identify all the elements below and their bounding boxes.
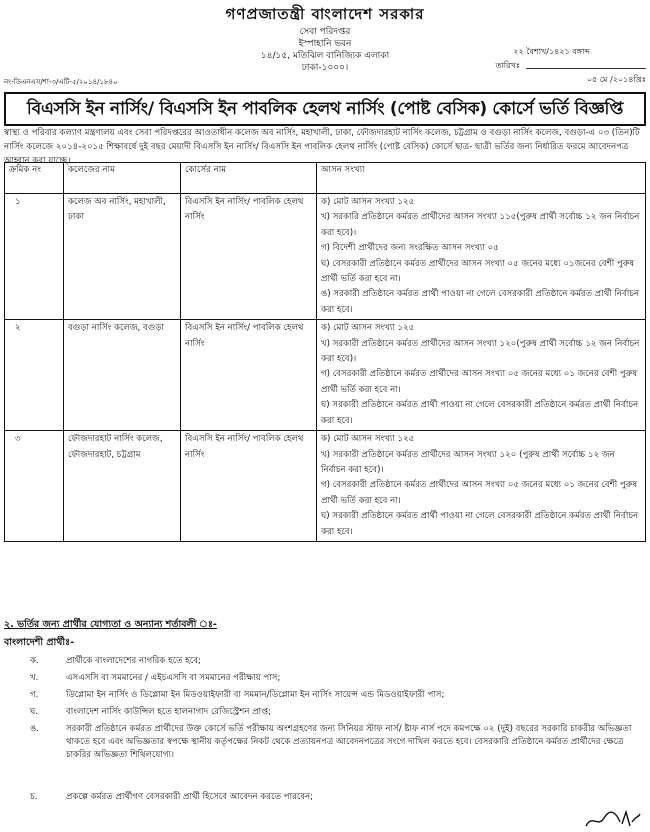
col-course: কোর্সের নাম: [181, 163, 317, 194]
table-row: [5, 320, 646, 431]
row-course: বিএসসি ইন নার্সিং/ পাবলিক হেলথ নার্সিং: [181, 431, 317, 542]
row-course: বিএসসি ইন নার্সিং/ পাবলিক হেলথ নার্সিং: [181, 320, 317, 431]
requirement-text: প্রকল্পে কর্মরত প্রার্থীগণ বেসরকারী প্রার্থী হিসেবে আবেদন করতে পারবেন;: [66, 792, 314, 802]
seat-item: ঙ) সরকারী প্রতিষ্ঠানে কর্মরত প্রার্থী পাওয়া না গেলে বেসরকারী প্রতিষ্ঠানে কর্মরত প্রার্থী নির্বাচন করা হবে।: [321, 289, 640, 315]
requirement-text: এসএসসি বা সমমানের / এইচএসসি বা সমমানের পরীক্ষায় পাস;: [66, 673, 281, 683]
seat-item: ঘ) সরকারী প্রতিষ্ঠানে কর্মরত প্রার্থী পাওয়া না গেলে বেসরকারী প্রতিষ্ঠানে কর্মরত প্রার্থী নির্বাচন করা হবে।: [321, 400, 639, 426]
seat-item: খ) সরকারী প্রতিষ্ঠানে কর্মরত প্রার্থীদের আসন সংখ্যা ১২০(পুরুষ প্রার্থী সর্বোচ্চ ১২ জন নির্বাচন করা হবে)।: [321, 338, 640, 365]
date-divider: [526, 68, 646, 69]
col-serial: ক্রমিক নং: [5, 163, 64, 194]
seat-item: গ) বেসরকারী প্রতিষ্ঠানে কর্মরত প্রার্থীদের আসন সংখ্যা ০৫ জনের মধ্যে ০১ জনের বেশী পুরুষ প্রার্থী ভর্তি করা হবে না।: [321, 480, 638, 506]
seat-item: খ) সরকারী প্রতিষ্ঠানে কর্মরত প্রার্থীদের আসন সংখ্যা ১২০ (পুরুষ প্রার্থী সর্বোচ্চ ১২ জন নির্বাচন করা হবে)।: [321, 449, 615, 475]
notice-intro: স্বাস্থ্য ও পরিবার কল্যাণ মন্ত্রণালয় এবং সেবা পরিদপ্তরের আওতাধীন কলেজ অব নার্সিং, মহাখালী, ঢাকা, ফৌজদারহাট নার্সিং কলেজ, চট্টগ্রাম ও বগুড়া নার্সিং কলেজ, বগুড়া-এ ০৩ (তিন)টি নার্সিং কলেজে ২০১৪-২০১৫ শিক্ষাবর্ষে দুই বছর মেয়াদী বিএসসি ইন নার্সিং/ বিএসসি ইন পাবলিক হেলথ নার্সিং (পোষ্ট বেসিক) কোর্সে ছাত্র- ছাত্রী ভর্তির জন্য নির্ধারিত ফরমে আবেদনপত্র আহ্বান করা যাচ্ছে।: [4, 128, 640, 166]
col-seats: আসন সংখ্যা: [317, 163, 646, 194]
building-name: ইস্পাহানি ভবন: [298, 39, 352, 49]
col-college: কলেজের নাম: [64, 163, 181, 194]
signature-mark: [582, 808, 642, 830]
requirement-text: ডিপ্লোমা ইন নার্সিং ও ডিপ্লোমা ইন মিডওয়াইফারী বা সমমান/ডিপ্লোমা ইন নার্সিং সায়েন্স এন্ড মিডওয়াইফারী পাস;: [66, 690, 445, 700]
date-label: তারিখঃ: [495, 61, 520, 70]
row-college: বগুড়া নার্সিং কলেজ, বগুড়া: [64, 320, 181, 431]
requirement-text: সরকারী প্রতিষ্ঠানে কর্মরত প্রার্থীদের উক্ত কোর্সে ভর্তি পরীক্ষায় অংশগ্রহণের জন্য সিনিয়র স্টাফ নার্স/ ষ্টাফ নার্স পদে কমপক্ষে ০২ (দুই) বছরের সরকারি চাকরীর অভিজ্ঞতা থাকতে হবে এবং অভিজ্ঞতার স্বপক্ষে স্থানীয় কর্তৃপক্ষের নিকট থেকে প্রত্যায়নপত্র আবেদনপত্রের সংগে দাখিল করতে হবে। বেসরকারি প্রতিষ্ঠানে কর্মরত প্রার্থীদের ক্ষেত্রে চাকরির অভিজ্ঞতা শিথিলযোগ্য।: [66, 724, 632, 760]
row-college: ফৌজদারহাট নার্সিং কলেজ, ফৌজদারহাট, চট্টগ্রাম: [64, 431, 181, 542]
row-seats: [317, 431, 646, 542]
office-address: ১৪/১৫, মতিঝিল বানিজ্যিক এলাকা: [260, 51, 390, 61]
bangladeshi-candidates-label: বাংলাদেশী প্রার্থীঃ-: [4, 637, 75, 648]
requirement-number: ঙ.: [30, 724, 40, 734]
date-english: ০৫ মে /২০১৪খ্রিঃ: [586, 75, 646, 84]
requirement-number: গ.: [30, 690, 39, 700]
admission-table: [4, 162, 646, 542]
row-serial: ৩: [5, 431, 64, 542]
row-seats: [317, 194, 646, 320]
seat-item: ঘ) সরকারী প্রতিষ্ঠানে কর্মরত প্রার্থী পাওয়া না গেলে বেসরকারী প্রতিষ্ঠানে কর্মরত প্রার্থী নির্বাচন করা হবে।: [321, 511, 639, 537]
requirement-number: খ.: [30, 673, 39, 683]
table-row: [5, 431, 646, 542]
seat-item: ক) মোট আসন সংখ্যা ১২৫: [321, 323, 415, 334]
memo-number: নং-ডিএনএস/শা-৩/এটি-৫/২০১৪/১৮৪০: [4, 78, 118, 86]
table-header-row: [5, 163, 646, 194]
row-serial: ১: [5, 194, 64, 320]
section2-title: ২. ভর্তির জন্য প্রার্থীর যোগ্যতা ও অন্যান্য শর্তাবলী ঃ-: [4, 619, 217, 630]
requirement-number: চ.: [30, 792, 38, 802]
government-title: গণপ্রজাতন্ত্রী বাংলাদেশ সরকার: [225, 5, 425, 23]
requirement-text: বাংলাদেশ নার্সিং কাউন্সিল হতে হালনাগাদ রেজিস্ট্রেশন প্রাপ্ত;: [66, 707, 272, 717]
seat-item: ক) মোট আসন সংখ্যা ১২৫: [321, 434, 415, 445]
row-college: কলেজ অব নার্সিং, মহাখালী, ঢাকা: [64, 194, 181, 320]
row-course: বিএসসি ইন নার্সিং/ পাবলিক হেলথ নার্সিং: [181, 194, 317, 320]
department-name: সেবা পরিদপ্তর: [299, 27, 351, 37]
seat-item: ঘ) বেসরকারী প্রতিষ্ঠানে কর্মরত প্রার্থীদের আসন সংখ্যা ০৫ জনের মধ্যে ০১জনের বেশী পুরুষ প্রার্থী ভর্তি করা হবে না।: [321, 258, 635, 285]
notice-heading: বিএসসি ইন নার্সিং/ বিএসসি ইন পাবলিক হেলথ নার্সিং (পোষ্ট বেসিক) কোর্সে ভর্তি বিজ্ঞপ্তি: [4, 92, 646, 126]
date-bangla: ২২ বৈশাখ/১৪২১ বঙ্গাব্দ: [513, 47, 590, 56]
seat-item: খ) সরকারি প্রতিষ্ঠানে কর্মরত প্রার্থীদের আসন সংখ্যা ১১৫(পুরুষ প্রার্থী সর্বোচ্চ ১২ জন নির্বাচন করা হবে)।: [321, 212, 640, 238]
row-seats: [317, 320, 646, 431]
seat-item: ক) মোট আসন সংখ্যা ১২৫: [321, 197, 415, 207]
requirement-number: ঘ.: [30, 707, 39, 717]
seat-item: গ) বেসরকারী প্রতিষ্ঠানে কর্মরত প্রার্থীদের আসন সংখ্যা ০৫ জনের মধ্যে ০১ জনের বেশী পুরুষ প্রার্থী ভর্তি করা হবে না।: [321, 369, 638, 395]
requirement-number: ক.: [30, 656, 39, 666]
office-city: ঢাকা-১০০০।: [301, 63, 349, 73]
table-row: [5, 194, 646, 320]
seat-item: গ) বিদেশী প্রার্থীদের জন্য সংরক্ষিত আসন সংখ্যা ০৫: [321, 243, 499, 254]
row-serial: ২: [5, 320, 64, 431]
requirement-text: প্রার্থীকে বাংলাদেশের নাগরিক হতে হবে;: [66, 656, 201, 666]
